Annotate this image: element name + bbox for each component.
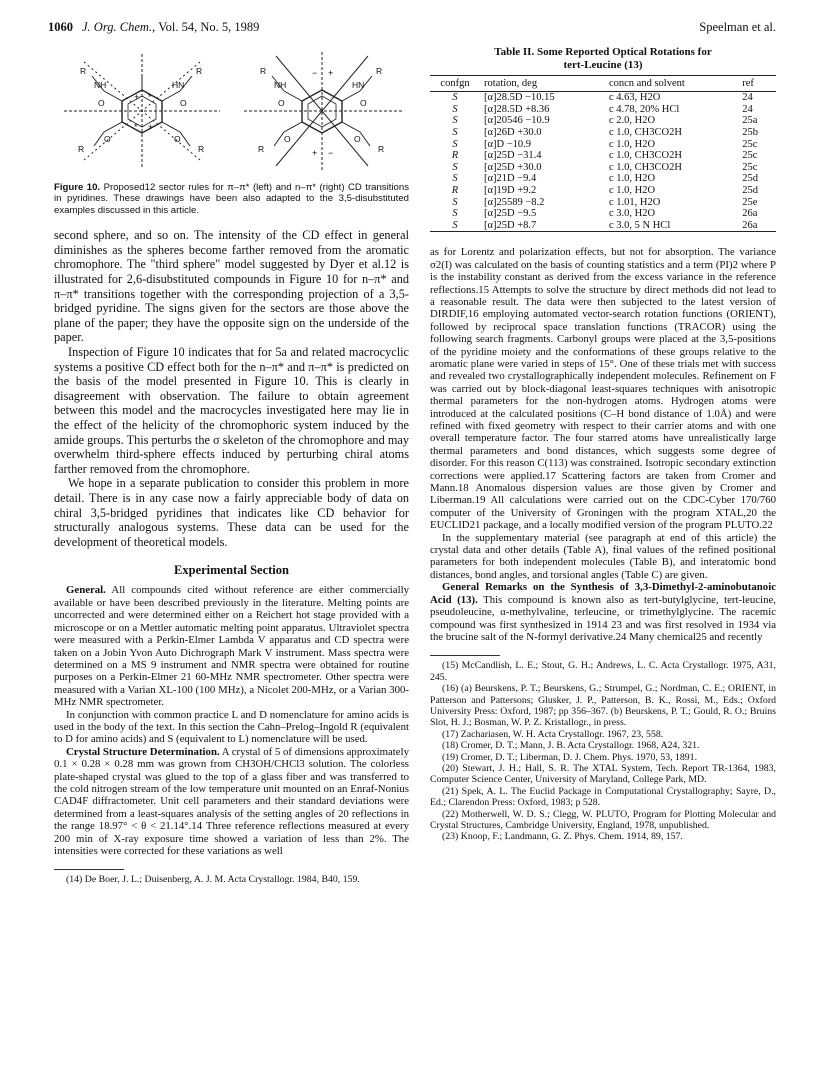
paragraph bbox=[54, 584, 409, 708]
figure-caption bbox=[54, 182, 409, 216]
footnote: (20) Stewart, J. H.; Hall, S. R. The XTAL System, Tech. Report TR-1364, 1983, Computer Science Center, University of Maryland, College Park, MD. bbox=[430, 762, 776, 786]
right-diagram-label: O bbox=[284, 134, 291, 144]
table-cell: c 1.0, H2O bbox=[608, 138, 656, 150]
optical-rotation-table bbox=[430, 75, 776, 232]
table-cell: [α]28.5D +8.36 bbox=[484, 103, 550, 115]
table-cell: [α]28.5D −10.15 bbox=[484, 92, 555, 104]
right-diagram-label: NH bbox=[274, 80, 287, 90]
table-cell: c 3.0, 5 N HCl bbox=[605, 220, 738, 232]
sector-sign: * bbox=[148, 92, 152, 102]
table-cell: 25d bbox=[742, 173, 758, 185]
table-cell: 25c bbox=[742, 161, 758, 173]
running-head bbox=[48, 20, 776, 38]
table-cell: 24 bbox=[742, 103, 753, 115]
table-cell: S bbox=[452, 92, 458, 104]
paragraph-text: All compounds cited without reference are either commercially available or have been described previously in the literature. Melting points are uncorrected and were determined either on a Reichert hot stage provided with a microscope or on a Mettler automatic melting point apparatus. Ultraviolet spectra were measured with a Perkin-Elmer Lambda V apparatus and CD spectra were taken on a Jobin Yvon Auto Dichrograph Mark V instrument. Mass spectra were determined on a MS 9 instrument and NMR spectra were obtained for routine purposes on a Perkin-Elmer 21 60-MHz NMR spectrometer. Other spectra were measured with a Varian XL-100 (100 MHz), a Nicolet 200-MHz, or a Varian 300-MHz NMR spectrometer. bbox=[54, 584, 409, 709]
table-cell: S bbox=[452, 208, 458, 220]
table-cell: 24 bbox=[742, 92, 753, 104]
table-row bbox=[430, 92, 776, 104]
table-row bbox=[430, 220, 776, 232]
table-cell: c 3.0, H2O bbox=[608, 208, 656, 220]
table-row bbox=[430, 150, 776, 162]
sector-sign: + bbox=[328, 68, 334, 78]
left-diagram-label: HN bbox=[172, 80, 185, 90]
right-diagram-label: R bbox=[258, 144, 265, 154]
table-body bbox=[430, 92, 776, 232]
left-diagram-label: R bbox=[80, 66, 87, 76]
left-diagram-label: NH bbox=[94, 80, 107, 90]
left-diagram-label: O bbox=[180, 98, 187, 108]
paragraph: In the supplementary material (see paragraph at end of this article) the crystal data and other details (Table A), final values of the refined positional parameters for both independent molecules (Table B), and interatomic bond distances, bond angles, and torsional angles (Table C) are given. bbox=[430, 531, 776, 581]
footnote-rule bbox=[430, 655, 500, 656]
table-cell: 25b bbox=[742, 126, 758, 138]
footnote: (23) Knoop, F.; Landmann, G. Z. Phys. Chem. 1914, 89, 157. bbox=[442, 831, 683, 843]
table-cell: [α]21D −9.4 bbox=[484, 173, 537, 185]
table-cell: S bbox=[452, 126, 458, 138]
footnote: (14) De Boer, J. L.; Duisenberg, A. J. M. Acta Crystallogr. 1984, B40, 159. bbox=[66, 874, 360, 886]
right-diagram-label: O bbox=[360, 98, 367, 108]
table-cell: 26a bbox=[738, 220, 776, 232]
right-diagram-label: HN bbox=[352, 80, 365, 90]
discussion-text bbox=[54, 228, 409, 549]
right-body-text bbox=[430, 246, 776, 643]
table-cell: S bbox=[452, 173, 458, 185]
paragraph bbox=[54, 746, 409, 858]
column-header: rotation, deg bbox=[480, 76, 605, 92]
table-cell: c 1.0, CH3CO2H bbox=[608, 150, 682, 162]
sector-sign: + bbox=[312, 148, 318, 158]
table-cell: 25a bbox=[742, 115, 758, 127]
paragraph: We hope in a separate publication to consider this problem in more detail. There is in any case now a fairly appreciable body of data on chiral 3,5-bridged pyridines that indicates like CD behavior for structurally analogous systems. These data can be used for the development of theoretical models. bbox=[54, 476, 409, 549]
journal-volume: Vol. 54, No. 5, 1989 bbox=[158, 20, 260, 34]
journal-citation bbox=[82, 20, 259, 35]
section-title: Experimental Section bbox=[174, 563, 289, 578]
table-cell: [α]25D −9.5 bbox=[484, 208, 537, 220]
table-cell: R bbox=[451, 184, 459, 196]
table-cell: c 1.01, H2O bbox=[608, 196, 661, 208]
run-in-heading: General. bbox=[66, 584, 106, 597]
sector-sign: * bbox=[134, 122, 138, 132]
table-cell: [α]25D +8.7 bbox=[480, 220, 605, 232]
table-cell: S bbox=[452, 115, 458, 127]
table-cell: 25d bbox=[742, 184, 758, 196]
footnote-rule bbox=[54, 869, 124, 870]
figure-caption-label: Figure 10. bbox=[54, 182, 101, 193]
table-cell: c 2.0, H2O bbox=[608, 115, 656, 127]
table-cell: [α]19D +9.2 bbox=[484, 184, 537, 196]
table-row bbox=[430, 104, 776, 116]
table-row bbox=[430, 197, 776, 209]
left-diagram-label: R bbox=[196, 66, 203, 76]
footnote: (17) Zachariasen, W. H. Acta Crystallogr. 1967, 23, 558. bbox=[442, 728, 664, 740]
paragraph: second sphere, and so on. The intensity of the CD effect in general diminishes as the spheres become farther removed from the aromatic chromophore. The "third sphere" model suggested by Dyer et al.12 is illustrated for 2,6-disubstituted compounds in Figure 10 for n–π* and π–π* transitions together with the corresponding projection of a 3,5-bridged pyridine. The signs given for the sectors are those above the plane of the paper; they have the opposite sign on the underside of the paper. bbox=[54, 228, 409, 345]
table-cell: [α]20546 −10.9 bbox=[484, 115, 550, 127]
left-diagram-label: O bbox=[104, 134, 111, 144]
table-cell: S bbox=[430, 220, 480, 232]
right-diagram-label: R bbox=[378, 144, 385, 154]
left-diagram-label: R bbox=[198, 144, 205, 154]
table-cell: [α]25589 −8.2 bbox=[484, 196, 545, 208]
left-diagram-label: O bbox=[98, 98, 105, 108]
sector-sign: + bbox=[134, 92, 140, 102]
footnote: (18) Cromer, D. T.; Mann, J. B. Acta Crystallogr. 1968, A24, 321. bbox=[442, 740, 700, 752]
paragraph: Inspection of Figure 10 indicates that for 5a and related macrocyclic systems a positive CD effect both for the n–π* and π–π* is predicted on the basis of the model presented in Figure 10. This is clearly in disagreement with observation. The failure to obtain agreement between this model and the macrocycles investigated here may lie in the effect of the helicity of the chromophoric system induced by the amide groups. This perturbs the σ skeleton of the chromophore and may overwhelm third-sphere effects induced by perturbing chiral atoms farther removed from the chromophore. bbox=[54, 344, 409, 476]
footnote: (21) Spek, A. L. The Euclid Package in Computational Crystallography; Sayre, D., Ed.; Clarendon Press: Oxford, 1983; p 528. bbox=[430, 785, 776, 809]
page-number: 1060 bbox=[48, 20, 73, 34]
table-cell: [α]26D +30.0 bbox=[484, 126, 542, 138]
paragraph: as for Lorentz and polarization effects, but not for absorption. The variance σ2(I) was calculated on the basis of counting statistics and a term (PI)2 where P is the instability constant as derived from the excess variance in the reference reflections.15 Attempts to solve the structure by direct methods did not lead to a reasonable result. The data were then subjected to the latest version of DIRDIF,16 employing automated vector-search rotation functions (ORIENT), followed by reciprocal space translation functions (TRACOR) using the following search fragments. Carbonyl groups were placed at the 3,5-positions of the pyridine moiety and the conformations of these groups relative to the aromatic plane were varied in steps of 15°. One of these trials met with success and revealed two crystallographically independent molecules. Refinement on F was carried out by block-diagonal least-squares techniques with anisotropic thermal parameters for the non-hydrogen atoms. Hydrogen atoms were introduced at the calculated positions (C–H bond distance of 1.0Å) and were refined with fixed geometry with respect to their carrier atoms and with one overall temperature factor. The four starred atoms have unrealistically large thermal parameters and bond distances, which suggests some degree of disorder. For this reason C(113) was constrained. Isotropic secondary extinction corrections were applied.17 Scattering factors are taken from Cromer and Mann.18 Anomalous dispersion values are those given by Cromer and Liberman.19 All calculations were carried out on the CDC-Cyber 170/760 computer of the University of Groningen with the program XTAL,20 the EUCLID21 package, and a locally modified version of the program PLUTO.22 bbox=[430, 246, 776, 532]
table-row bbox=[430, 173, 776, 185]
footnote: (22) Motherwell, W. D. S.; Clegg, W. PLUTO, Program for Plotting Molecular and Crystal Structures, Cambridge University, England, 1978, unpublished. bbox=[430, 808, 776, 832]
table-cell: S bbox=[452, 103, 458, 115]
table-cell: [α]D −10.9 bbox=[484, 138, 531, 150]
table-row bbox=[430, 127, 776, 139]
journal-name: J. Org. Chem., bbox=[82, 20, 156, 34]
paragraph-text: This compound is known also as tert-butylglycine, tert-leucine, pseudoleucine, α-methylvaline, terleucine, or trimethylglycine. The racemic compound was first synthesized in 1914 23 and was first resolved in 1934 via the brucine salt of the N-formyl derivative.24 Many chemical25 and recently bbox=[430, 593, 776, 643]
right-diagram-label: O bbox=[354, 134, 361, 144]
table-cell: S bbox=[452, 196, 458, 208]
right-diagram-label: O bbox=[278, 98, 285, 108]
left-column bbox=[54, 46, 409, 886]
footnote: (16) (a) Beurskens, P. T.; Beurskens, G.; Strumpel, G.; Nordman, C. E.; ORIENT, in Patterson and Pattersons; Glusker, J. P., Patterson, B. K., Rossi, M., Eds.; Oxford University Press: Oxford, 1987; pp 356–367. (b) Beurskens, P. T.; Gould, R. O.; Bruins Slot, H. J.; Bosman, W. P. Z. Kristallogr., in press. bbox=[430, 683, 776, 729]
table-cell: 25c bbox=[742, 150, 758, 162]
right-diagram-label: R bbox=[260, 66, 267, 76]
right-column bbox=[430, 46, 776, 843]
table-cell: 25e bbox=[742, 196, 758, 208]
table-cell: c 4.63, H2O bbox=[608, 92, 661, 104]
table-row bbox=[430, 139, 776, 151]
paragraph bbox=[430, 581, 776, 643]
table-title-line: Table II. Some Reported Optical Rotations for bbox=[494, 46, 712, 58]
running-authors: Speelman et al. bbox=[699, 20, 776, 34]
sector-rule-diagrams bbox=[54, 46, 409, 174]
left-diagram-label: R bbox=[78, 144, 85, 154]
table-cell: 26a bbox=[742, 208, 758, 220]
table-title bbox=[430, 46, 776, 72]
table-cell: [α]25D −31.4 bbox=[484, 150, 542, 162]
experimental-text bbox=[54, 584, 409, 857]
paragraph-text: A crystal of 5 of dimensions approximately 0.1 × 0.28 × 0.28 mm was grown from CH3OH/CHCl3 solution. The colorless plate-shaped crystal was glued to the top of a glass fiber and was transferred to the cold nitrogen stream of the low temperature unit mounted on an Enraf-Nonius CAD4F diffractometer. Unit cell parameters and their standard deviations were determined from a least-squares analysis of the setting angles of 20 reflections in the range 18.97° < θ < 21.14°.14 Three reference reflections measured at every 200 min of X-ray exposure time showed a variation of less than 2%. The intensities were corrected for these variations as well bbox=[54, 745, 409, 858]
table-title-line: tert-Leucine (13) bbox=[563, 59, 643, 71]
table-cell: [α]25D +30.0 bbox=[484, 161, 542, 173]
table-cell: c 1.0, H2O bbox=[608, 184, 656, 196]
table-cell: c 1.0, H2O bbox=[608, 173, 656, 185]
table-cell: S bbox=[452, 161, 458, 173]
paragraph: In conjunction with common practice L and D nomenclature for amino acids is used in the body of the text. In this section the Cahn–Prelog–Ingold R (equivalent to D for amino acids) and S (equivalent to L) nomenclature will be used. bbox=[54, 708, 409, 746]
footnote: (19) Cromer, D. T.; Liberman, D. J. Chem. Phys. 1970, 53, 1891. bbox=[442, 751, 698, 763]
sector-sign: − bbox=[328, 148, 334, 158]
column-header: confgn bbox=[430, 76, 480, 92]
right-diagram-label: R bbox=[376, 66, 383, 76]
sector-sign: − bbox=[312, 68, 318, 78]
sector-sign: + bbox=[148, 122, 154, 132]
run-in-heading: General Remarks on the Synthesis of 3,3-Dimethyl-2-aminobutanoic Acid (13). bbox=[430, 581, 776, 606]
figure-caption-text: Proposed12 sector rules for π–π* (left) and n–π* (right) CD transitions in pyridines. These drawings have been also adapted to the 3,5-disubstituted examples discussed in this article. bbox=[54, 182, 410, 216]
table-cell: c 1.0, CH3CO2H bbox=[608, 126, 682, 138]
table-row bbox=[430, 208, 776, 220]
table-cell: 25c bbox=[742, 138, 758, 150]
run-in-heading: Crystal Structure Determination. bbox=[66, 745, 220, 758]
figure-10 bbox=[54, 46, 409, 174]
footnotes-left bbox=[54, 874, 409, 885]
table-cell: c 1.0, CH3CO2H bbox=[608, 161, 682, 173]
table-cell: R bbox=[451, 150, 459, 162]
table-cell: c 4.78, 20% HCl bbox=[608, 103, 680, 115]
table-cell: S bbox=[452, 138, 458, 150]
left-diagram-label: O bbox=[174, 134, 181, 144]
footnote: (15) McCandlish, L. E.; Stout, G. H.; Andrews, L. C. Acta Crystallogr. 1975, A31, 245. bbox=[430, 660, 776, 683]
footnotes-right bbox=[430, 660, 776, 843]
table-row bbox=[430, 185, 776, 197]
table-row bbox=[430, 115, 776, 127]
column-header: concn and solvent bbox=[605, 76, 738, 92]
table-row bbox=[430, 162, 776, 174]
table-header-row bbox=[430, 76, 776, 92]
column-header: ref bbox=[738, 76, 776, 92]
